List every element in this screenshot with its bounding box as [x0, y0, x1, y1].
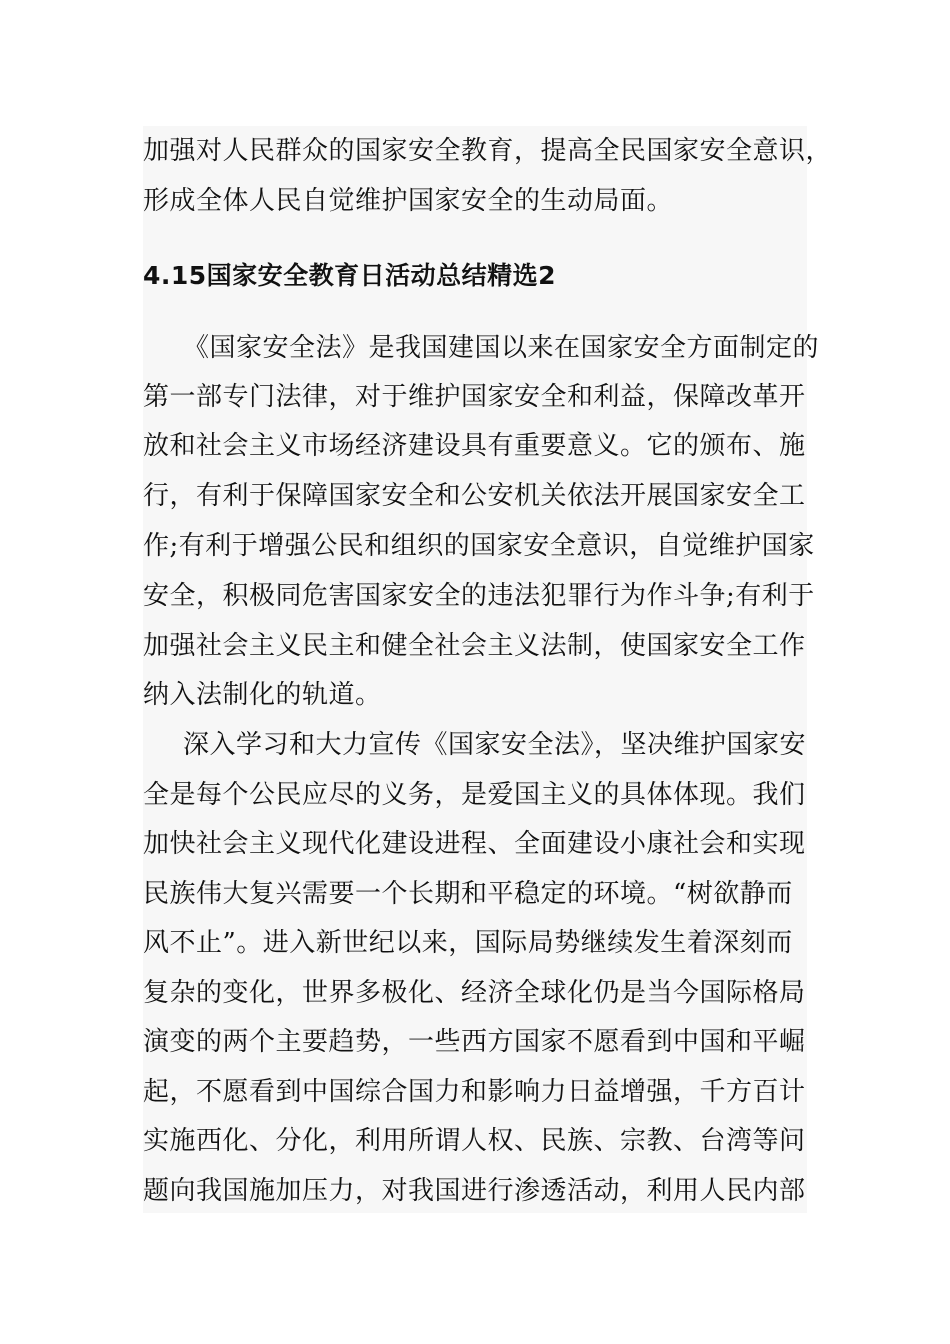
intro-line: 形成全体人民自觉维护国家安全的生动局面。 — [143, 186, 674, 216]
paragraph-line: 安全，积极同危害国家安全的违法犯罪行为作斗争;有利于 — [143, 581, 815, 611]
paragraph-line: 演变的两个主要趋势，一些西方国家不愿看到中国和平崛 — [143, 1027, 806, 1057]
paragraph-line: 第一部专门法律，对于维护国家安全和利益，保障改革开 — [143, 382, 806, 412]
paragraph-line: 加快社会主义现代化建设进程、全面建设小康社会和实现 — [143, 829, 806, 859]
paragraph-line: 行，有利于保障国家安全和公安机关依法开展国家安全工 — [143, 481, 806, 511]
paragraph-line: 实施西化、分化，利用所谓人权、民族、宗教、台湾等问 — [143, 1126, 806, 1156]
paragraph-line: 放和社会主义市场经济建设具有重要意义。它的颁布、施 — [143, 431, 806, 461]
paragraph-line: 纳入法制化的轨道。 — [143, 680, 382, 710]
paragraph-line: 复杂的变化，世界多极化、经济全球化仍是当今国际格局 — [143, 978, 806, 1008]
paragraph-line: 起，不愿看到中国综合国力和影响力日益增强，千方百计 — [143, 1077, 806, 1107]
paragraph-line: 风不止”。进入新世纪以来，国际局势继续发生着深刻而 — [143, 928, 793, 958]
paragraph-line: 深入学习和大力宣传《国家安全法》，坚决维护国家安 — [183, 730, 807, 760]
paragraph-line: 加强社会主义民主和健全社会主义法制，使国家安全工作 — [143, 631, 806, 661]
paragraph-line: 《国家安全法》是我国建国以来在国家安全方面制定的 — [183, 333, 820, 363]
paragraph-line: 题向我国施加压力，对我国进行渗透活动，利用人民内部 — [143, 1176, 806, 1206]
intro-line: 加强对人民群众的国家安全教育，提高全民国家安全意识， — [143, 136, 833, 166]
paragraph-line: 作;有利于增强公民和组织的国家安全意识，自觉维护国家 — [143, 531, 815, 561]
paragraph-line: 民族伟大复兴需要一个长期和平稳定的环境。“树欲静而 — [143, 879, 793, 909]
section-heading: 4.15国家安全教育日活动总结精选2 — [143, 261, 557, 290]
paragraph-line: 全是每个公民应尽的义务，是爱国主义的具体体现。我们 — [143, 780, 806, 810]
